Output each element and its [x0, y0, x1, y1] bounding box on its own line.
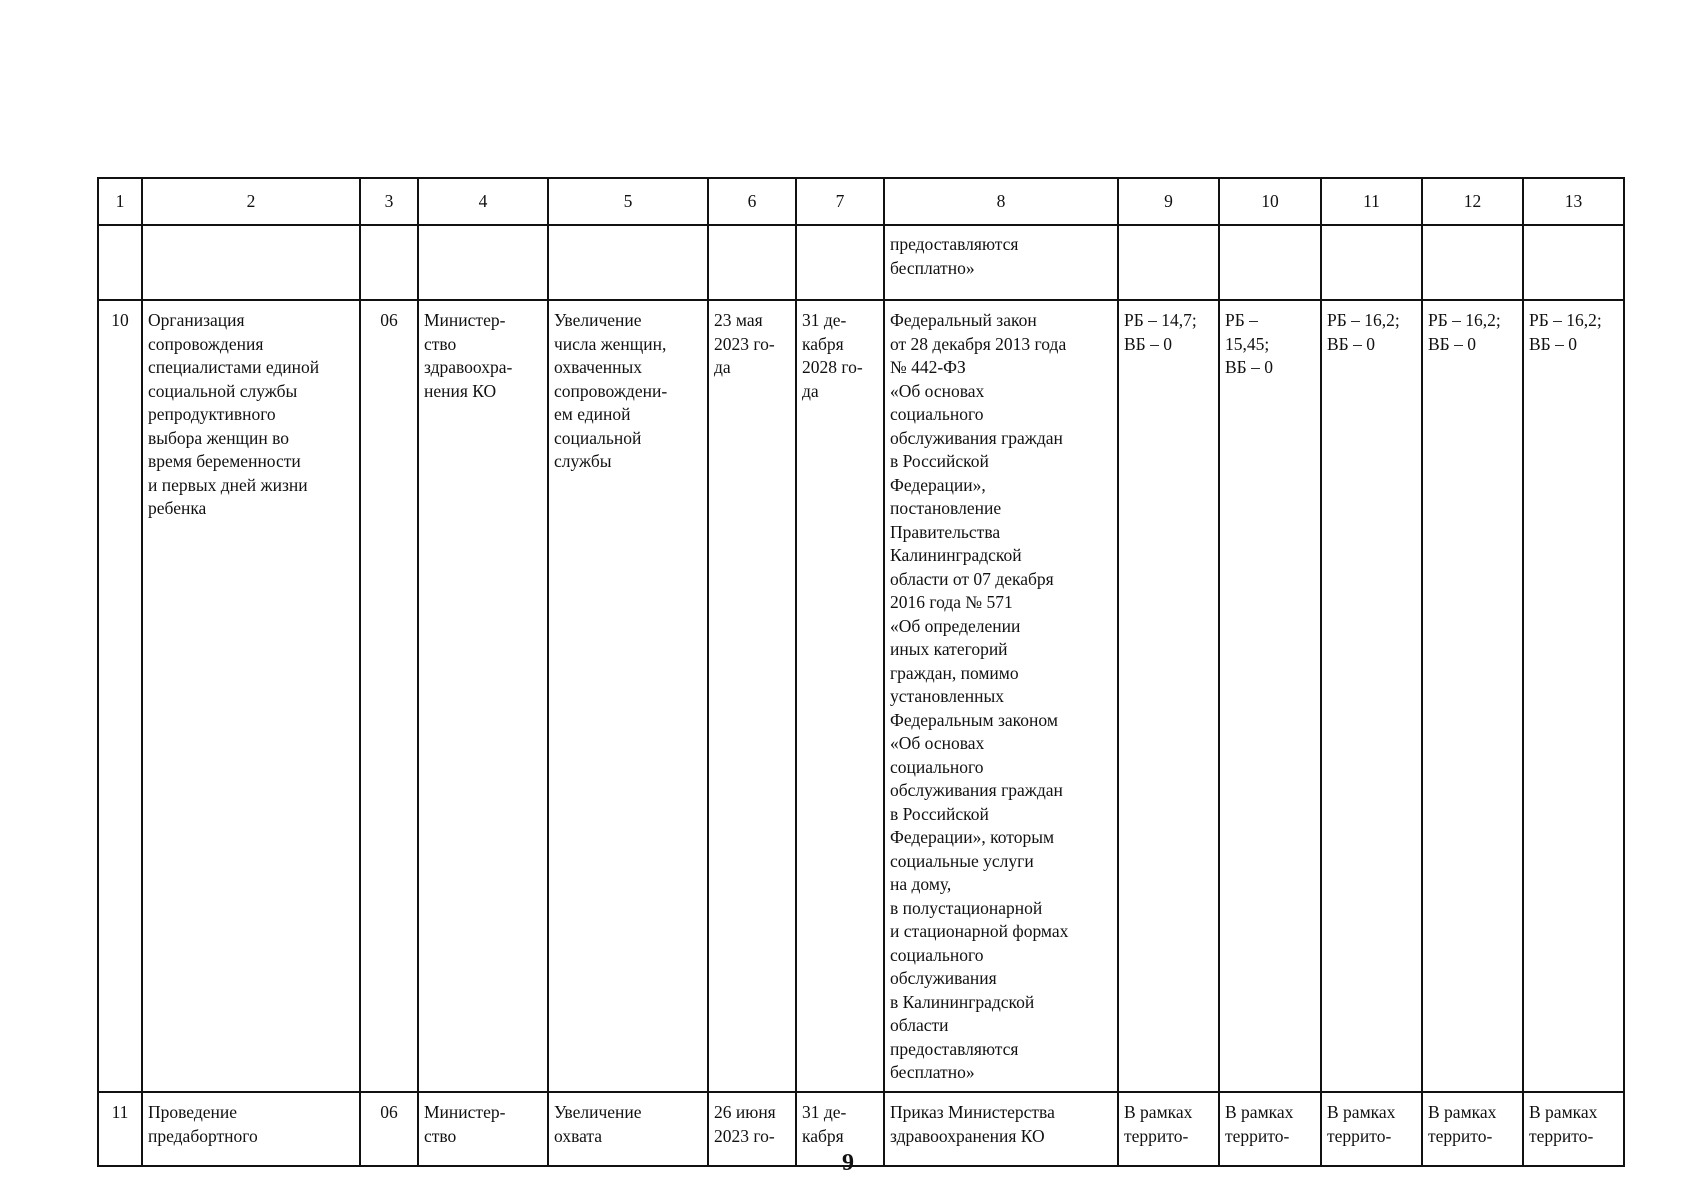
- funding-cell: В рамках террито-: [1523, 1092, 1624, 1166]
- funding-cell: РБ – 16,2; ВБ – 0: [1422, 300, 1523, 1092]
- table-cell: [1422, 225, 1523, 300]
- table-cell: [98, 225, 142, 300]
- funding-cell: РБ – 15,45; ВБ – 0: [1219, 300, 1321, 1092]
- table-cell: [548, 225, 708, 300]
- table-cell: [1321, 225, 1422, 300]
- table-row: [98, 300, 1624, 1092]
- legal-basis-cell: Приказ Министерства здравоохранения КО: [884, 1092, 1118, 1166]
- table-cell: [360, 225, 418, 300]
- table-cell: [796, 225, 884, 300]
- result-cell: Увеличение охвата: [548, 1092, 708, 1166]
- measure-name-cell: Проведение предабортного: [142, 1092, 360, 1166]
- column-number: 5: [548, 178, 708, 225]
- funding-cell: В рамках террито-: [1422, 1092, 1523, 1166]
- column-number: 4: [418, 178, 548, 225]
- column-number: 3: [360, 178, 418, 225]
- funding-cell: РБ – 16,2; ВБ – 0: [1523, 300, 1624, 1092]
- table-cell: [708, 225, 796, 300]
- funding-cell: РБ – 16,2; ВБ – 0: [1321, 300, 1422, 1092]
- row-number-cell: 11: [98, 1092, 142, 1166]
- responsible-cell: Министер- ство: [418, 1092, 548, 1166]
- end-date-cell: 31 де- кабря 2028 го- да: [796, 300, 884, 1092]
- legal-basis-cell: Федеральный закон от 28 декабря 2013 года № 442-ФЗ «Об основах социального обслуживания граждан в Российской Федерации», постановление Правительства Калининградской области от 07 декабря 2016 года № 571 «Об определении иных категорий граждан, помимо установленных Федеральным законом «Об основах социального обслуживания граждан в Российской Федерации», которым социальные услуги на дому, в полустационарной и стационарной формах социального обслуживания в Калининградской области предоставляются бесплатно»: [884, 300, 1118, 1092]
- funding-cell: В рамках террито-: [1219, 1092, 1321, 1166]
- column-number: 12: [1422, 178, 1523, 225]
- column-number: 10: [1219, 178, 1321, 225]
- continuation-row: [98, 225, 1624, 300]
- funding-cell: В рамках террито-: [1321, 1092, 1422, 1166]
- column-number: 11: [1321, 178, 1422, 225]
- table-cell: [1118, 225, 1219, 300]
- column-number: 9: [1118, 178, 1219, 225]
- column-number: 1: [98, 178, 142, 225]
- table-cell: [1219, 225, 1321, 300]
- column-number: 8: [884, 178, 1118, 225]
- result-cell: Увеличение числа женщин, охваченных сопровождени- ем единой социальной службы: [548, 300, 708, 1092]
- column-numbers-row: [98, 178, 1624, 225]
- code-cell: 06: [360, 300, 418, 1092]
- column-number: 2: [142, 178, 360, 225]
- funding-cell: РБ – 14,7; ВБ – 0: [1118, 300, 1219, 1092]
- measures-table: [97, 177, 1625, 1167]
- responsible-cell: Министер- ство здравоохра- нения КО: [418, 300, 548, 1092]
- measure-name-cell: Организация сопровождения специалистами единой социальной службы репродуктивного выбора женщин во время беременности и первых дней жизни ребенка: [142, 300, 360, 1092]
- end-date-cell: 31 де- кабря: [796, 1092, 884, 1166]
- start-date-cell: 26 июня 2023 го-: [708, 1092, 796, 1166]
- code-cell: 06: [360, 1092, 418, 1166]
- table-cell: [418, 225, 548, 300]
- funding-cell: В рамках террито-: [1118, 1092, 1219, 1166]
- table-cell: [142, 225, 360, 300]
- column-number: 6: [708, 178, 796, 225]
- column-number: 13: [1523, 178, 1624, 225]
- row-number-cell: 10: [98, 300, 142, 1092]
- legal-basis-cell: предоставляются бесплатно»: [884, 225, 1118, 300]
- column-number: 7: [796, 178, 884, 225]
- start-date-cell: 23 мая 2023 го- да: [708, 300, 796, 1092]
- page-number: 9: [842, 1150, 854, 1176]
- table-cell: [1523, 225, 1624, 300]
